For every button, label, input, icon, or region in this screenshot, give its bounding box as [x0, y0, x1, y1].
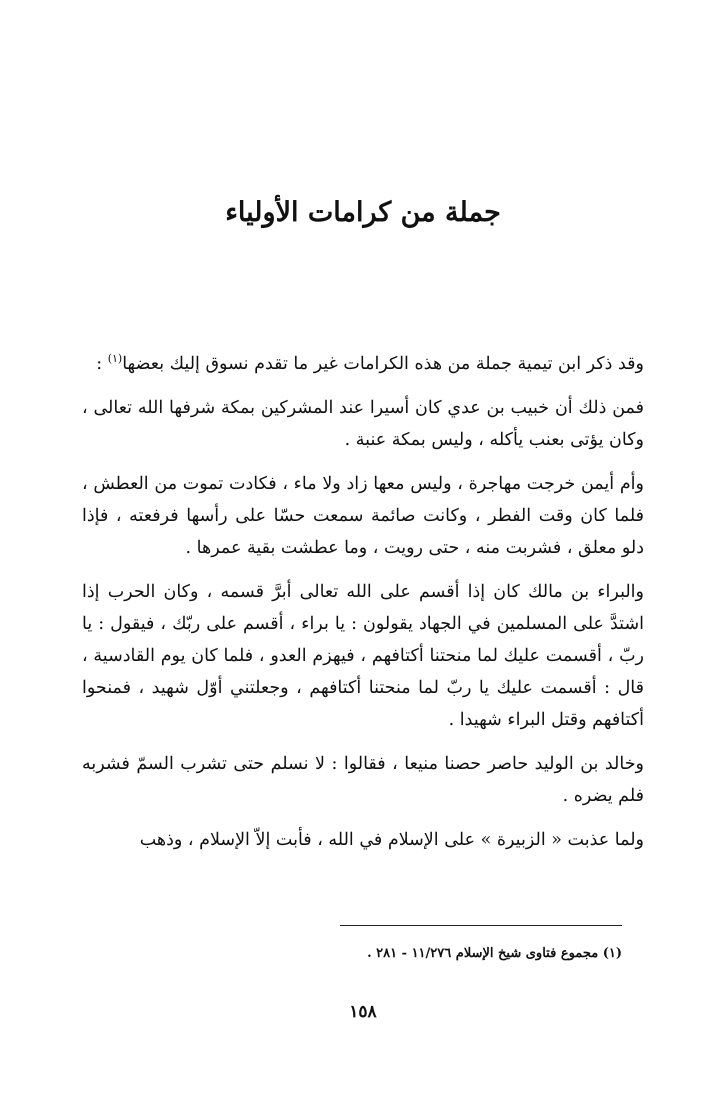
- footnote-divider: [340, 925, 622, 926]
- paragraph-khalid: وخالد بن الوليد حاصر حصنا منيعا ، فقالوا : لا نسلم حتى تشرب السمّ فشربه فلم يضره .: [82, 754, 644, 806]
- footnote: (١) مجموع فتاوى شيخ الإسلام ١١/٢٧٦ - ٢٨١ .: [367, 946, 622, 961]
- paragraph-zubayra: ولما عذبت « الزبيرة » على الإسلام في الله ، فأبت إلاّ الإسلام ، وذهب: [139, 830, 644, 850]
- paragraph-umm-ayman: وأم أيمن خرجت مهاجرة ، وليس معها زاد ولا ماء ، فكادت تموت من العطش ، فلما كان وقت الفطر ، وكانت صائمة سمعت حسّا على رأسها فرفعته ، فإذا دلو معلق ، فشربت منه ، حتى رويت ، وما عطشت بقية عمرها .: [82, 474, 644, 558]
- intro-text: وقد ذكر ابن تيمية جملة من هذه الكرامات غير ما تقدم نسوق إليك بعضها: [122, 354, 644, 374]
- paragraph-bara: والبراء بن مالك كان إذا أقسم على الله تعالى أبرَّ قسمه ، وكان الحرب إذا اشتدَّ على المسلمين في الجهاد يقولون : يا براء ، أقسم على ربّك ، فيقول : يا ربّ ، أقسمت عليك لما منحتنا أكتافهم ، فيهزم العدو ، فلما كان يوم القادسية ، قال : أقسمت عليك يا ربّ لما منحتنا أكتافهم ، وجعلتني أوّل شهيد ، فمنحوا أكتافهم وقتل البراء شهيدا .: [82, 582, 644, 730]
- intro-paragraph: [82, 348, 644, 380]
- intro-colon: :: [96, 354, 108, 374]
- page-number: ١٥٨: [349, 1002, 377, 1022]
- body-text: [82, 348, 644, 868]
- paragraph-khubayb: فمن ذلك أن خبيب بن عدي كان أسيرا عند المشركين بمكة شرفها الله تعالى ، وكان يؤتى بعنب يأكله ، وليس بمكة عنبة .: [82, 398, 644, 450]
- chapter-title: جملة من كرامات الأولياء: [225, 197, 501, 228]
- footnote-reference[interactable]: (١): [107, 352, 123, 366]
